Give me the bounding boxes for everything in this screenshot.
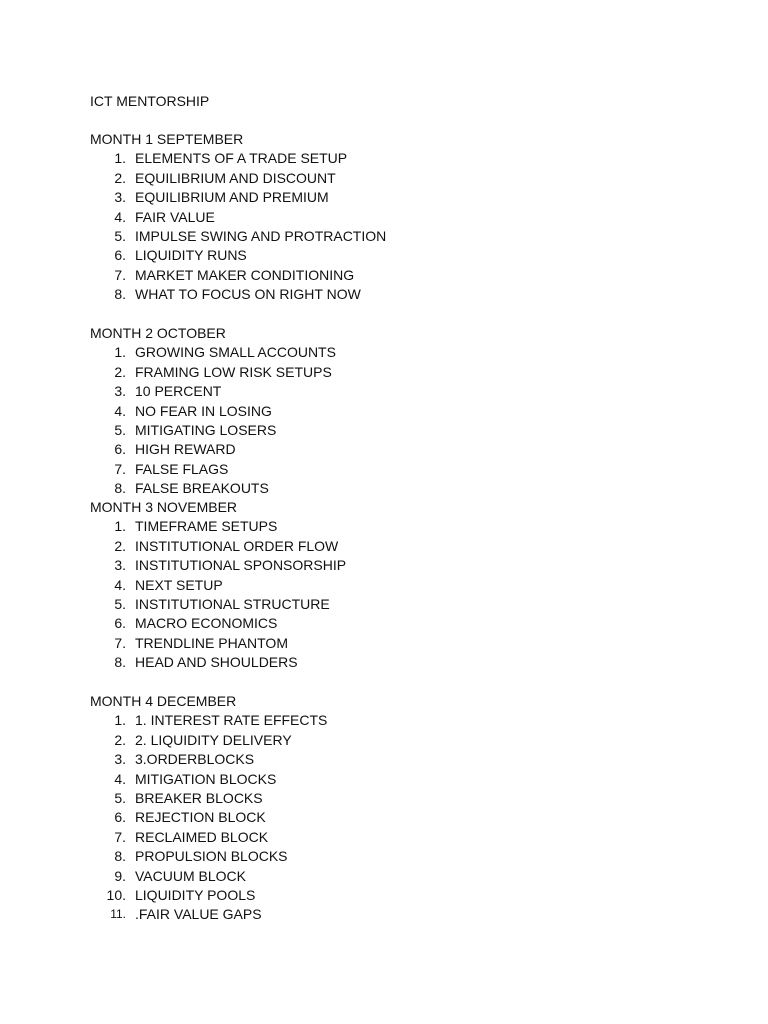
month-heading: MONTH 3 NOVEMBER	[90, 499, 238, 515]
list-number: 2.	[114, 169, 126, 186]
list-item-text: INSTITUTIONAL STRUCTURE	[135, 595, 330, 612]
list-item-text: GROWING SMALL ACCOUNTS	[135, 344, 336, 361]
month-section-november	[90, 499, 690, 674]
list-item	[90, 654, 690, 673]
list-number: 8.	[114, 480, 126, 497]
list-item	[90, 441, 690, 460]
list-number: 6.	[114, 441, 126, 458]
list-item-text: EQUILIBRIUM AND PREMIUM	[135, 189, 329, 206]
list-item	[90, 518, 690, 537]
list-item	[90, 751, 690, 770]
list-item-text: VACUUM BLOCK	[135, 867, 246, 884]
list-item	[90, 170, 690, 189]
list-item	[90, 615, 690, 634]
month-section-september	[90, 131, 690, 306]
list-item-text: WHAT TO FOCUS ON RIGHT NOW	[135, 286, 361, 303]
list-item-text: IMPULSE SWING AND PROTRACTION	[135, 227, 387, 244]
list-item-text: TIMEFRAME SETUPS	[135, 518, 278, 535]
list-number: 5.	[114, 595, 126, 612]
list-item	[90, 848, 690, 867]
list-item-text: PROPULSION BLOCKS	[135, 848, 288, 865]
list-number: 3.	[114, 557, 126, 574]
list-item-text: HEAD AND SHOULDERS	[135, 654, 298, 671]
list-item-text: NEXT SETUP	[135, 576, 223, 593]
list-number: 2.	[114, 537, 126, 554]
list-item	[90, 809, 690, 828]
list-number: 10.	[106, 886, 126, 903]
list-number: 8.	[114, 654, 126, 671]
list-item	[90, 906, 690, 925]
list-item-text: REJECTION BLOCK	[135, 809, 266, 826]
list-item-text: 1. INTEREST RATE EFFECTS	[135, 712, 328, 729]
list-item	[90, 557, 690, 576]
list-number: 6.	[114, 247, 126, 264]
list-item-text: FAIR VALUE	[135, 208, 215, 225]
list-number: 1.	[114, 712, 126, 729]
list-item	[90, 228, 690, 247]
list-item	[90, 344, 690, 363]
list-item-text: LIQUIDITY RUNS	[135, 247, 247, 264]
list-item	[90, 150, 690, 169]
list-number: 9.	[114, 867, 126, 884]
list-item	[90, 247, 690, 266]
list-number: 3.	[114, 751, 126, 768]
month-section-october	[90, 325, 690, 500]
list-number: 2.	[114, 363, 126, 380]
list-item	[90, 732, 690, 751]
list-number: 3.	[114, 383, 126, 400]
list-number: 2.	[114, 731, 126, 748]
list-item-text: 10 PERCENT	[135, 383, 222, 400]
list-item	[90, 829, 690, 848]
list-item-text: 2. LIQUIDITY DELIVERY	[135, 731, 292, 748]
list-item	[90, 209, 690, 228]
list-number: 8.	[114, 848, 126, 865]
list-number: 4.	[114, 576, 126, 593]
list-item	[90, 422, 690, 441]
list-item-text: INSTITUTIONAL ORDER FLOW	[135, 537, 339, 554]
list-number: 1.	[114, 518, 126, 535]
list-item-text: NO FEAR IN LOSING	[135, 402, 272, 419]
list-item	[90, 267, 690, 286]
list-item-text: FRAMING LOW RISK SETUPS	[135, 363, 332, 380]
list-number: 7.	[114, 828, 126, 845]
list-number: 7.	[114, 266, 126, 283]
list-number: 1.	[114, 344, 126, 361]
list-item-text: ELEMENTS OF A TRADE SETUP	[135, 150, 348, 167]
list-item	[90, 577, 690, 596]
list-item-text: .FAIR VALUE GAPS	[135, 906, 262, 923]
list-number: 11.	[110, 907, 126, 922]
list-item	[90, 712, 690, 731]
list-number: 5.	[114, 227, 126, 244]
list-number: 3.	[114, 189, 126, 206]
document-title: ICT MENTORSHIP	[90, 93, 210, 109]
list-item-text: BREAKER BLOCKS	[135, 789, 263, 806]
list-item	[90, 887, 690, 906]
month-heading: MONTH 2 OCTOBER	[90, 325, 226, 341]
list-number: 6.	[114, 615, 126, 632]
list-item-text: FALSE FLAGS	[135, 460, 229, 477]
list-number: 4.	[114, 770, 126, 787]
month-heading: MONTH 1 SEPTEMBER	[90, 131, 244, 147]
list-item-text: RECLAIMED BLOCK	[135, 828, 269, 845]
list-item	[90, 635, 690, 654]
list-item-text: MARKET MAKER CONDITIONING	[135, 266, 355, 283]
list-item	[90, 461, 690, 480]
list-item	[90, 383, 690, 402]
list-item	[90, 868, 690, 887]
list-item-text: LIQUIDITY POOLS	[135, 886, 256, 903]
list-item	[90, 403, 690, 422]
list-item-text: EQUILIBRIUM AND DISCOUNT	[135, 169, 336, 186]
list-item-text: 3.ORDERBLOCKS	[135, 751, 255, 768]
list-item-text: MITIGATION BLOCKS	[135, 770, 277, 787]
list-item	[90, 790, 690, 809]
list-item-text: TRENDLINE PHANTOM	[135, 634, 288, 651]
list-item-text: FALSE BREAKOUTS	[135, 480, 269, 497]
month-heading: MONTH 4 DECEMBER	[90, 693, 237, 709]
month-section-december	[90, 693, 690, 926]
list-item	[90, 480, 690, 499]
list-item-text: INSTITUTIONAL SPONSORSHIP	[135, 557, 347, 574]
list-number: 4.	[114, 208, 126, 225]
list-number: 8.	[114, 286, 126, 303]
list-number: 7.	[114, 634, 126, 651]
list-item	[90, 189, 690, 208]
list-number: 1.	[114, 150, 126, 167]
list-item	[90, 286, 690, 305]
list-number: 4.	[114, 402, 126, 419]
list-number: 6.	[114, 809, 126, 826]
list-item-text: HIGH REWARD	[135, 441, 236, 458]
list-item-text: MITIGATING LOSERS	[135, 421, 277, 438]
list-number: 5.	[114, 789, 126, 806]
list-number: 7.	[114, 460, 126, 477]
list-item-text: MACRO ECONOMICS	[135, 615, 278, 632]
list-item	[90, 596, 690, 615]
list-item	[90, 538, 690, 557]
list-number: 5.	[114, 421, 126, 438]
list-item	[90, 364, 690, 383]
list-item	[90, 771, 690, 790]
